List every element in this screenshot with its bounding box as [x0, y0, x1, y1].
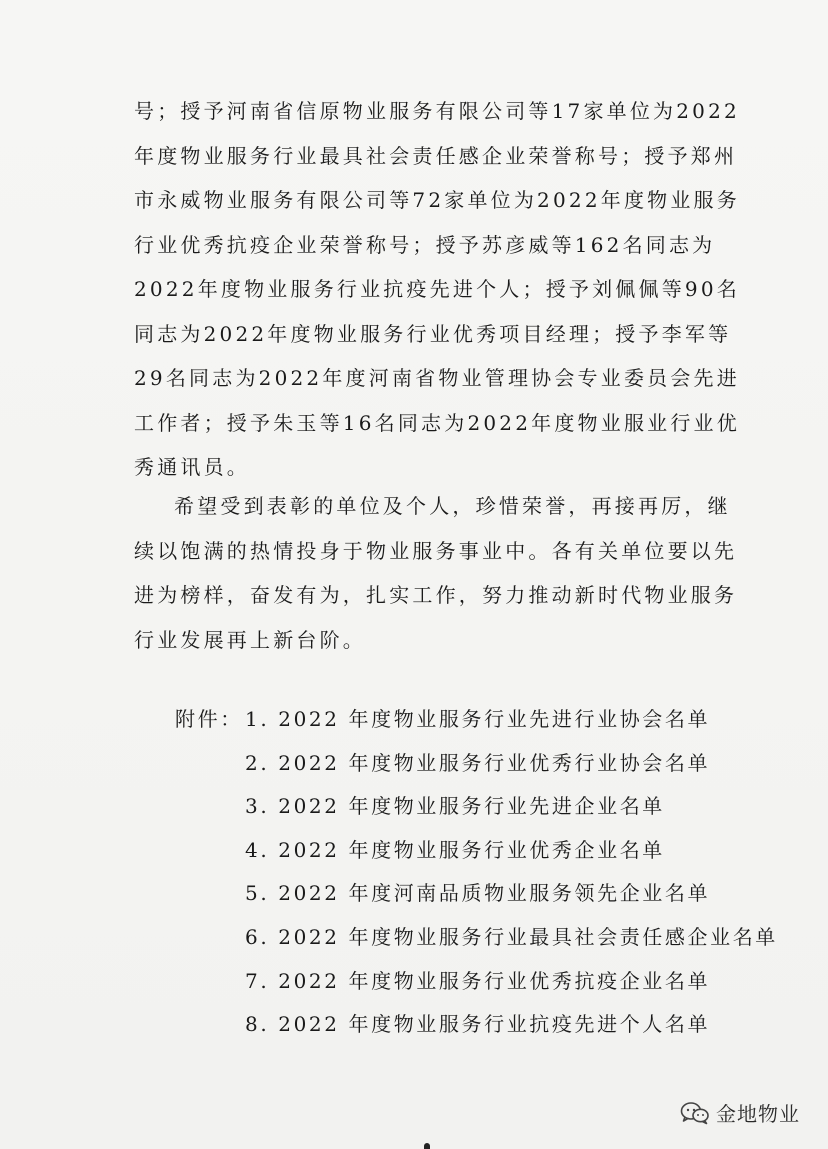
attachment-title: 3. 2022 年度物业服务行业先进企业名单: [245, 794, 665, 819]
attachment-title: 5. 2022 年度河南品质物业服务领先企业名单: [245, 881, 711, 906]
text-line: 希望受到表彰的单位及个人，珍惜荣誉，再接再厉，继: [174, 494, 731, 518]
wechat-icon: [680, 1101, 710, 1125]
attachment-title: 1. 2022 年度物业服务行业先进行业协会名单: [245, 707, 711, 731]
attachment-item: [175, 916, 778, 960]
text-line: 市永威物业服务有限公司等72家单位为2022年度物业服务: [134, 188, 740, 212]
watermark-text: 金地物业: [716, 1102, 800, 1126]
text-line: 2022年度物业服务行业抗疫先进个人；授予刘佩佩等90名: [134, 277, 740, 301]
attachment-title: 4. 2022 年度物业服务行业优秀企业名单: [245, 837, 665, 862]
attachment-item: [175, 960, 778, 1004]
page-edge-mark: [424, 1143, 430, 1149]
attachments-label: 附件：: [175, 707, 243, 731]
text-line: 进为榜样，奋发有为，扎实工作，努力推动新时代物业服务: [134, 583, 738, 607]
attachment-item: [175, 829, 778, 873]
attachment-item: [175, 742, 778, 786]
paragraph-commendations: [134, 89, 740, 490]
paragraph-encouragement: [134, 484, 738, 662]
text-line: 同志为2022年度物业服务行业优秀项目经理；授予李军等: [134, 321, 732, 346]
attachment-title: 7. 2022 年度物业服务行业优秀抗疫企业名单: [245, 968, 711, 993]
attachment-item: [175, 785, 778, 829]
text-line: 年度物业服务行业最具社会责任感企业荣誉称号；授予郑州: [134, 143, 738, 168]
attachment-item: [175, 698, 778, 742]
text-line: 行业发展再上新台阶。: [134, 627, 366, 652]
attachment-item: [175, 1003, 778, 1047]
text-line: 秀通讯员。: [134, 455, 250, 479]
text-line: 续以饱满的热情投身于物业服务事业中。各有关单位要以先: [134, 538, 738, 563]
text-line: 工作者；授予朱玉等16名同志为2022年度物业服业行业优: [134, 410, 740, 435]
attachment-title: 6. 2022 年度物业服务行业最具社会责任感企业名单: [245, 924, 778, 949]
attachments-list: [175, 698, 778, 1047]
text-line: 行业优秀抗疫企业荣誉称号；授予苏彦威等162名同志为: [134, 232, 716, 257]
attachment-title: 8. 2022 年度物业服务行业抗疫先进个人名单: [245, 1012, 711, 1037]
text-line: 29名同志为2022年度河南省物业管理协会专业委员会先进: [134, 366, 740, 390]
text-line: 号；授予河南省信原物业服务有限公司等17家单位为2022: [134, 99, 740, 123]
attachment-title: 2. 2022 年度物业服务行业优秀行业协会名单: [245, 750, 711, 775]
attachment-item: [175, 872, 778, 916]
wechat-watermark: [680, 1098, 800, 1127]
